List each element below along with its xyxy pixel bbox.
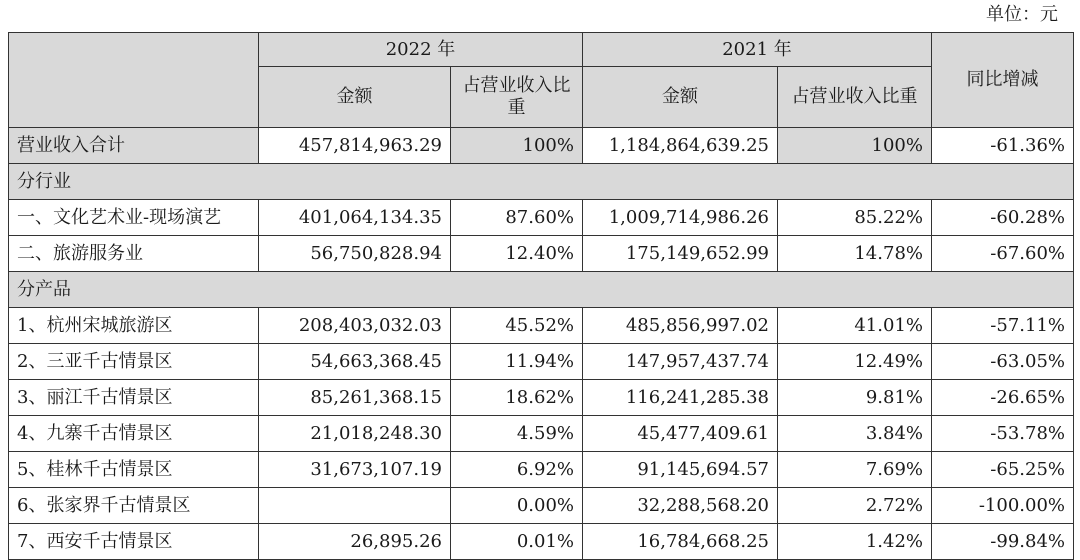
row-label: 4、九寨千古情景区: [9, 416, 259, 452]
share-2022-cell: 100%: [451, 128, 583, 164]
share-2022-cell: 12.40%: [451, 236, 583, 272]
header-amount-2022: 金额: [259, 67, 451, 128]
share-2021-cell: 2.72%: [778, 488, 932, 524]
amount-2021-cell: 1,009,714,986.26: [583, 200, 778, 236]
share-2021-cell: 7.69%: [778, 452, 932, 488]
amount-2021-cell: 175,149,652.99: [583, 236, 778, 272]
header-share-2021: 占营业收入比重: [778, 67, 932, 128]
header-year-2021: 2021 年: [583, 33, 932, 67]
share-2021-cell: 41.01%: [778, 308, 932, 344]
amount-2022-cell: 21,018,248.30: [259, 416, 451, 452]
amount-2021-cell: 1,184,864,639.25: [583, 128, 778, 164]
table-row: [9, 380, 1074, 416]
share-2021-cell: 12.49%: [778, 344, 932, 380]
row-label: 1、杭州宋城旅游区: [9, 308, 259, 344]
share-2021-cell: 1.42%: [778, 524, 932, 560]
header-year-2022: 2022 年: [259, 33, 583, 67]
section-row: [9, 272, 1074, 308]
table-row: [9, 308, 1074, 344]
yoy-cell: -65.25%: [932, 452, 1074, 488]
yoy-cell: -99.84%: [932, 524, 1074, 560]
table-header: [9, 33, 1074, 128]
row-label: 5、桂林千古情景区: [9, 452, 259, 488]
amount-2022-cell: 31,673,107.19: [259, 452, 451, 488]
section-label: 分行业: [9, 164, 1074, 200]
amount-2021-cell: 485,856,997.02: [583, 308, 778, 344]
table-row: [9, 452, 1074, 488]
yoy-cell: -53.78%: [932, 416, 1074, 452]
share-2022-cell: 45.52%: [451, 308, 583, 344]
table-row: [9, 236, 1074, 272]
amount-2021-cell: 116,241,285.38: [583, 380, 778, 416]
section-row: [9, 164, 1074, 200]
row-label: 6、张家界千古情景区: [9, 488, 259, 524]
amount-2022-cell: 401,064,134.35: [259, 200, 451, 236]
row-label: 2、三亚千古情景区: [9, 344, 259, 380]
yoy-cell: -60.28%: [932, 200, 1074, 236]
unit-note: 单位：元: [986, 4, 1058, 25]
share-2022-cell: 18.62%: [451, 380, 583, 416]
amount-2021-cell: 91,145,694.57: [583, 452, 778, 488]
yoy-cell: -57.11%: [932, 308, 1074, 344]
share-2022-cell: 11.94%: [451, 344, 583, 380]
row-label: 二、旅游服务业: [9, 236, 259, 272]
yoy-cell: -26.65%: [932, 380, 1074, 416]
amount-2021-cell: 16,784,668.25: [583, 524, 778, 560]
amount-2022-cell: 457,814,963.29: [259, 128, 451, 164]
share-2021-cell: 3.84%: [778, 416, 932, 452]
table-row: [9, 200, 1074, 236]
section-label: 分产品: [9, 272, 1074, 308]
share-2022-cell: 0.00%: [451, 488, 583, 524]
share-2022-cell: 4.59%: [451, 416, 583, 452]
share-2021-cell: 14.78%: [778, 236, 932, 272]
yoy-cell: -67.60%: [932, 236, 1074, 272]
share-2022-cell: 6.92%: [451, 452, 583, 488]
amount-2021-cell: 147,957,437.74: [583, 344, 778, 380]
amount-2022-cell: 56,750,828.94: [259, 236, 451, 272]
table-row: [9, 416, 1074, 452]
amount-2022-cell: 85,261,368.15: [259, 380, 451, 416]
header-corner-cell: [9, 33, 259, 128]
table-row: [9, 488, 1074, 524]
share-2021-cell: 9.81%: [778, 380, 932, 416]
amount-2022-cell: [259, 488, 451, 524]
table-row: [9, 524, 1074, 560]
row-label: 3、丽江千古情景区: [9, 380, 259, 416]
row-label: 7、西安千古情景区: [9, 524, 259, 560]
yoy-cell: -61.36%: [932, 128, 1074, 164]
header-share-2022: 占营业收入比重: [451, 67, 583, 128]
row-label: 营业收入合计: [9, 128, 259, 164]
header-amount-2021: 金额: [583, 67, 778, 128]
row-label: 一、文化艺术业-现场演艺: [9, 200, 259, 236]
yoy-cell: -63.05%: [932, 344, 1074, 380]
yoy-cell: -100.00%: [932, 488, 1074, 524]
amount-2021-cell: 32,288,568.20: [583, 488, 778, 524]
table-row: [9, 128, 1074, 164]
share-2021-cell: 85.22%: [778, 200, 932, 236]
table-body: [9, 128, 1074, 560]
amount-2022-cell: 26,895.26: [259, 524, 451, 560]
share-2021-cell: 100%: [778, 128, 932, 164]
table-row: [9, 344, 1074, 380]
share-2022-cell: 87.60%: [451, 200, 583, 236]
amount-2022-cell: 208,403,032.03: [259, 308, 451, 344]
header-yoy: 同比增减: [932, 33, 1074, 128]
amount-2021-cell: 45,477,409.61: [583, 416, 778, 452]
amount-2022-cell: 54,663,368.45: [259, 344, 451, 380]
share-2022-cell: 0.01%: [451, 524, 583, 560]
revenue-table: [8, 32, 1074, 560]
